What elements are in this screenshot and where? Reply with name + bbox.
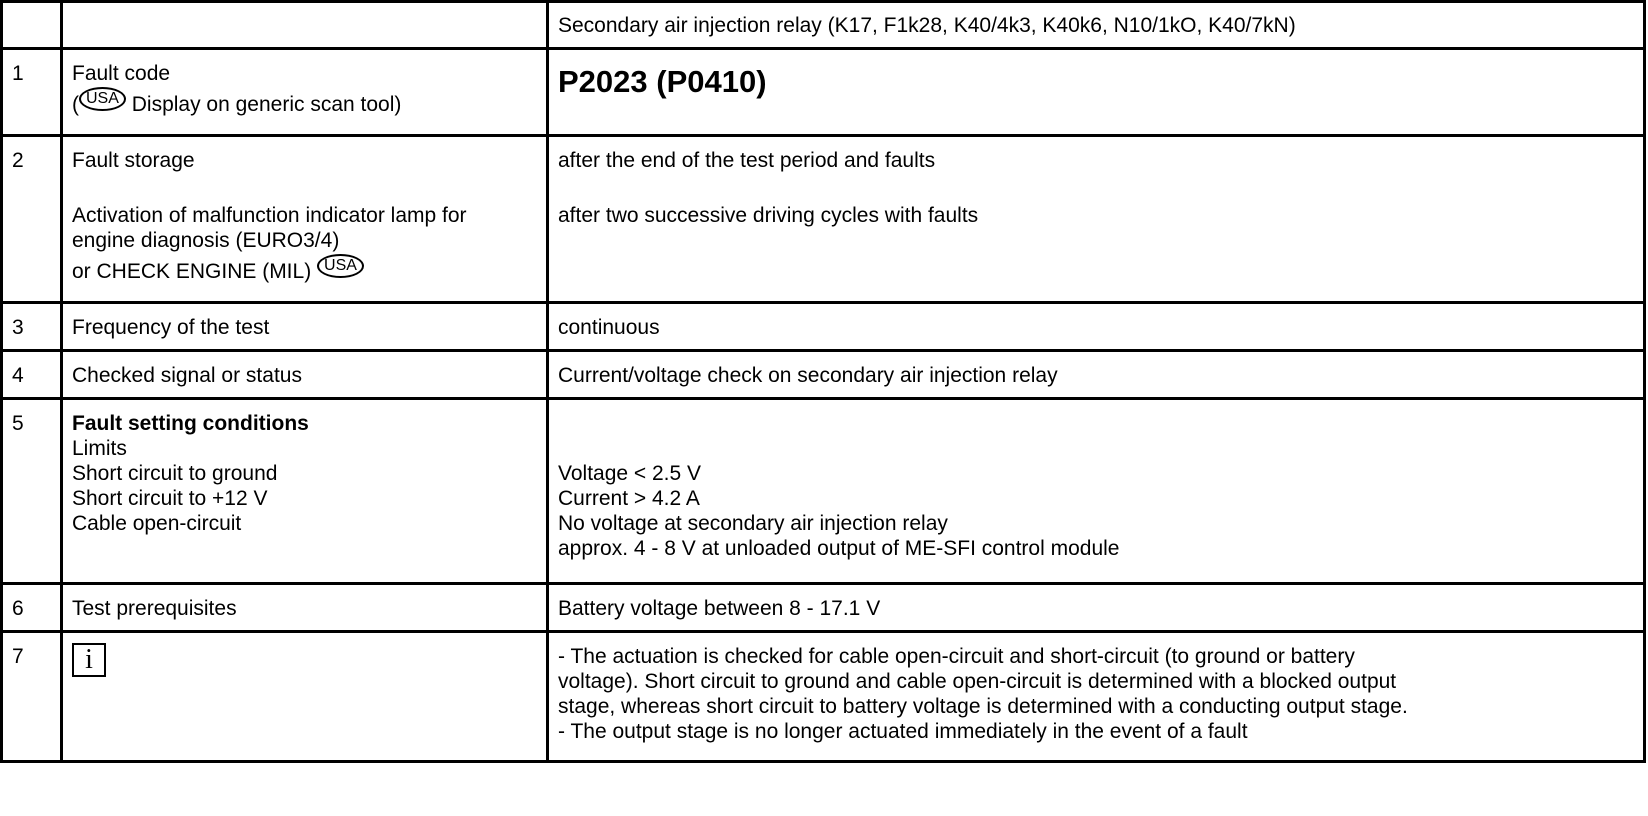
table-row [2,136,1645,303]
row-value [548,632,1645,762]
limit-label: Limits [72,437,127,460]
fault-code-value: P2023 (P0410) [558,64,767,99]
row-number: 2 [2,136,62,303]
row-label: Checked signal or status [62,351,548,399]
limit-value: Current > 4.2 A [558,487,700,510]
usa-badge-icon: USA [317,254,364,278]
row-label [62,49,548,136]
limit-value: Voltage < 2.5 V [558,462,702,485]
row-label: Frequency of the test [62,303,548,351]
mil-value: after two successive driving cycles with faults [558,204,979,227]
limit-label: Short circuit to ground [72,462,278,485]
limit-label: Short circuit to +12 V [72,487,268,510]
sublabel-suffix: Display on generic scan tool) [125,93,402,116]
table-row [2,584,1645,632]
row-value: continuous [548,303,1645,351]
header-cell-number [2,2,62,49]
note-line: - The output stage is no longer actuated immediately in the event of a fault [558,720,1248,743]
mil-label-line-2: engine diagnosis (EURO3/4) [72,229,340,252]
fault-code-sublabel [72,92,537,119]
note-line: - The actuation is checked for cable open-circuit and short-circuit (to ground or battery [558,645,1355,668]
info-icon: i [72,643,106,677]
limit-value: approx. 4 - 8 V at unloaded output of ME-SFI control module [558,537,1120,560]
row-number: 7 [2,632,62,762]
mil-label-line-3 [72,259,537,286]
sublabel-prefix: ( [72,93,79,116]
row-number: 6 [2,584,62,632]
table-row [2,351,1645,399]
table-row [2,49,1645,136]
row-number: 4 [2,351,62,399]
row-label [62,632,548,762]
table-row [2,399,1645,584]
row-label: Test prerequisites [62,584,548,632]
row-value [548,49,1645,136]
note-line: voltage). Short circuit to ground and cable open-circuit is determined with a blocked output [558,670,1397,693]
mil-label-text: or CHECK ENGINE (MIL) [72,260,312,283]
row-value [548,136,1645,303]
table-header-row [2,2,1645,49]
limit-value: No voltage at secondary air injection relay [558,512,948,535]
mil-label-line-1: Activation of malfunction indicator lamp for [72,204,467,227]
table-row [2,632,1645,762]
row-number: 1 [2,49,62,136]
row-value: Current/voltage check on secondary air injection relay [548,351,1645,399]
usa-badge-icon: USA [79,87,126,111]
note-line: stage, whereas short circuit to battery voltage is determined with a conducting output stage. [558,695,1408,718]
fault-conditions-heading: Fault setting conditions [72,412,309,435]
limit-label: Cable open-circuit [72,512,242,535]
fault-storage-value: after the end of the test period and faults [558,149,936,172]
fault-storage-label: Fault storage [72,149,195,172]
row-number: 3 [2,303,62,351]
row-label [62,399,548,584]
row-value [548,399,1645,584]
row-value: Battery voltage between 8 - 17.1 V [548,584,1645,632]
fault-code-label: Fault code [72,62,171,85]
table-row [2,303,1645,351]
row-number: 5 [2,399,62,584]
header-cell-label [62,2,548,49]
row-label [62,136,548,303]
header-cell-title: Secondary air injection relay (K17, F1k28, K40/4k3, K40k6, N10/1kO, K40/7kN) [548,2,1645,49]
